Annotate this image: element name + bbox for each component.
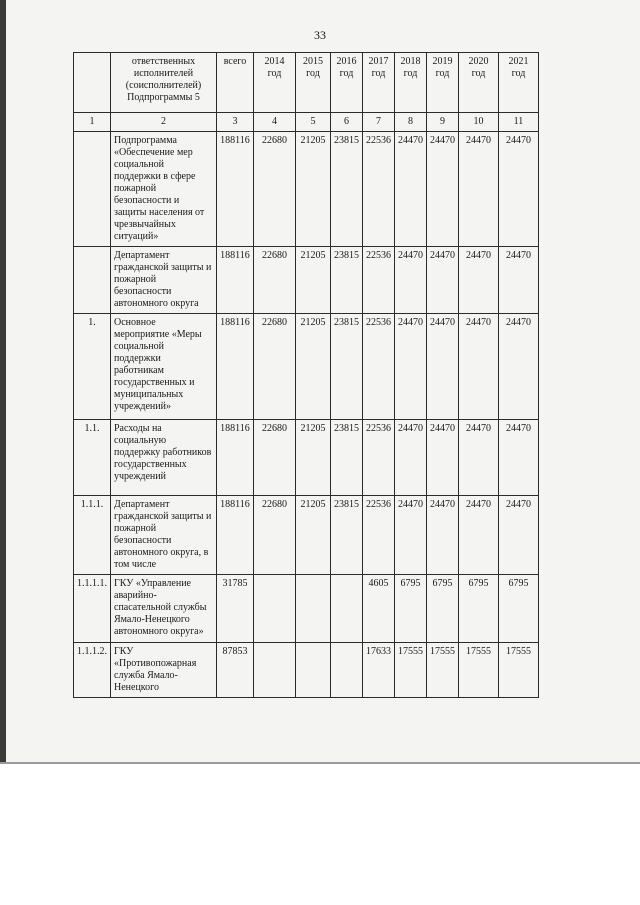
column-number: 9 — [427, 113, 459, 132]
row-year-cell-2021: 6795 — [499, 575, 539, 643]
row-year-cell-2016: 23815 — [331, 496, 363, 575]
page-number: 33 — [314, 28, 326, 42]
column-number: 11 — [499, 113, 539, 132]
table-row — [74, 132, 539, 247]
row-year-cell-2019: 6795 — [427, 575, 459, 643]
column-number: 5 — [296, 113, 331, 132]
table-row — [74, 496, 539, 575]
row-index-cell: 1.1. — [74, 420, 111, 496]
column-number: 4 — [254, 113, 296, 132]
budget-table — [73, 52, 539, 698]
row-index-cell: 1.1.1. — [74, 496, 111, 575]
row-year-cell-2018: 24470 — [395, 247, 427, 314]
row-year-cell-2019: 24470 — [427, 420, 459, 496]
header-cell-executors: ответственных исполнителей (соисполнителей) Подпрограммы 5 — [111, 53, 217, 113]
row-year-cell-2021: 17555 — [499, 643, 539, 698]
row-name-cell: Департамент гражданской защиты и пожарной безопасности автономного округа — [111, 247, 217, 314]
header-cell-2019: 2019 год — [427, 53, 459, 113]
column-number: 6 — [331, 113, 363, 132]
row-total-cell: 188116 — [217, 314, 254, 420]
row-year-cell-2020: 6795 — [459, 575, 499, 643]
column-number: 7 — [363, 113, 395, 132]
header-cell-2018: 2018 год — [395, 53, 427, 113]
row-year-cell-2020: 24470 — [459, 132, 499, 247]
row-name-cell: Основное мероприятие «Меры социальной поддержки работникам государственных и муниципальных учреждений» — [111, 314, 217, 420]
table-row — [74, 643, 539, 698]
row-total-cell: 188116 — [217, 247, 254, 314]
header-cell-2020: 2020 год — [459, 53, 499, 113]
row-name-cell: ГКУ «Противопожарная служба Ямало-Ненецкого — [111, 643, 217, 698]
table-row — [74, 247, 539, 314]
column-number-row — [74, 113, 539, 132]
row-total-cell: 188116 — [217, 420, 254, 496]
row-year-cell-2021: 24470 — [499, 496, 539, 575]
row-year-cell-2015 — [296, 575, 331, 643]
row-year-cell-2016: 23815 — [331, 314, 363, 420]
row-year-cell-2020: 24470 — [459, 420, 499, 496]
row-year-cell-2015: 21205 — [296, 247, 331, 314]
row-year-cell-2014: 22680 — [254, 420, 296, 496]
header-cell-2021: 2021 год — [499, 53, 539, 113]
row-year-cell-2021: 24470 — [499, 247, 539, 314]
header-cell-2014: 2014 год — [254, 53, 296, 113]
row-year-cell-2019: 24470 — [427, 247, 459, 314]
row-year-cell-2020: 24470 — [459, 496, 499, 575]
row-year-cell-2018: 17555 — [395, 643, 427, 698]
row-year-cell-2019: 24470 — [427, 132, 459, 247]
row-year-cell-2021: 24470 — [499, 132, 539, 247]
header-cell-total: всего — [217, 53, 254, 113]
column-number: 8 — [395, 113, 427, 132]
row-index-cell — [74, 132, 111, 247]
column-number: 2 — [111, 113, 217, 132]
row-year-cell-2018: 24470 — [395, 314, 427, 420]
row-total-cell: 87853 — [217, 643, 254, 698]
header-cell-index — [74, 53, 111, 113]
header-cell-2016: 2016 год — [331, 53, 363, 113]
row-index-cell: 1.1.1.1. — [74, 575, 111, 643]
row-year-cell-2018: 24470 — [395, 496, 427, 575]
row-year-cell-2020: 24470 — [459, 314, 499, 420]
row-year-cell-2020: 24470 — [459, 247, 499, 314]
row-year-cell-2017: 22536 — [363, 314, 395, 420]
row-year-cell-2016 — [331, 643, 363, 698]
row-year-cell-2014 — [254, 575, 296, 643]
row-year-cell-2014: 22680 — [254, 496, 296, 575]
row-year-cell-2014 — [254, 643, 296, 698]
row-year-cell-2015: 21205 — [296, 496, 331, 575]
row-year-cell-2015: 21205 — [296, 420, 331, 496]
row-year-cell-2016: 23815 — [331, 132, 363, 247]
row-year-cell-2016: 23815 — [331, 247, 363, 314]
row-year-cell-2015: 21205 — [296, 314, 331, 420]
header-row — [74, 53, 539, 113]
scan-edge-divider — [0, 762, 640, 764]
row-year-cell-2020: 17555 — [459, 643, 499, 698]
row-year-cell-2018: 24470 — [395, 132, 427, 247]
row-index-cell: 1. — [74, 314, 111, 420]
header-cell-2017: 2017 год — [363, 53, 395, 113]
row-year-cell-2019: 24470 — [427, 496, 459, 575]
row-name-cell: Расходы на социальную поддержку работников государственных учреждений — [111, 420, 217, 496]
row-year-cell-2017: 22536 — [363, 496, 395, 575]
row-year-cell-2015: 21205 — [296, 132, 331, 247]
row-year-cell-2014: 22680 — [254, 314, 296, 420]
table-row — [74, 420, 539, 496]
row-year-cell-2019: 17555 — [427, 643, 459, 698]
row-name-cell: Подпрограмма «Обеспечение мер социальной поддержки в сфере пожарной безопасности и защиты населения от чрезвычайных ситуаций» — [111, 132, 217, 247]
row-year-cell-2017: 17633 — [363, 643, 395, 698]
row-year-cell-2018: 6795 — [395, 575, 427, 643]
header-cell-2015: 2015 год — [296, 53, 331, 113]
table-row — [74, 314, 539, 420]
row-name-cell: ГКУ «Управление аварийно-спасательной службы Ямало-Ненецкого автономного округа» — [111, 575, 217, 643]
row-year-cell-2014: 22680 — [254, 247, 296, 314]
row-year-cell-2017: 22536 — [363, 420, 395, 496]
row-year-cell-2015 — [296, 643, 331, 698]
row-year-cell-2019: 24470 — [427, 314, 459, 420]
row-year-cell-2016: 23815 — [331, 420, 363, 496]
row-year-cell-2018: 24470 — [395, 420, 427, 496]
row-total-cell: 188116 — [217, 496, 254, 575]
row-index-cell: 1.1.1.2. — [74, 643, 111, 698]
row-year-cell-2017: 22536 — [363, 247, 395, 314]
table-row — [74, 575, 539, 643]
row-year-cell-2016 — [331, 575, 363, 643]
row-total-cell: 31785 — [217, 575, 254, 643]
row-total-cell: 188116 — [217, 132, 254, 247]
row-index-cell — [74, 247, 111, 314]
row-year-cell-2014: 22680 — [254, 132, 296, 247]
row-year-cell-2021: 24470 — [499, 420, 539, 496]
row-name-cell: Департамент гражданской защиты и пожарной безопасности автономного округа, в том числе — [111, 496, 217, 575]
column-number: 1 — [74, 113, 111, 132]
row-year-cell-2017: 22536 — [363, 132, 395, 247]
column-number: 10 — [459, 113, 499, 132]
row-year-cell-2017: 4605 — [363, 575, 395, 643]
column-number: 3 — [217, 113, 254, 132]
row-year-cell-2021: 24470 — [499, 314, 539, 420]
